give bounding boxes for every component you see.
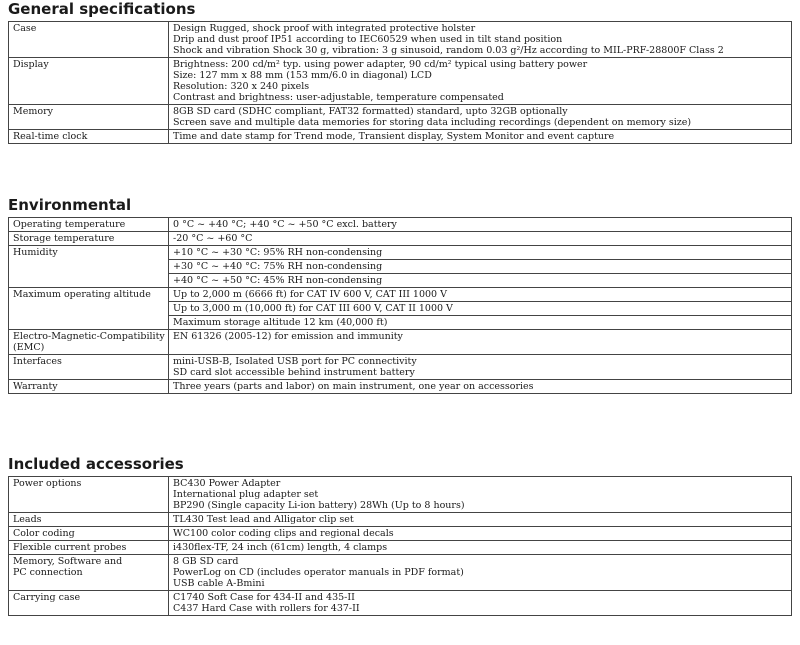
environmental-heading: Environmental [8,196,132,214]
row-value: +40 °C ~ +50 °C: 45% RH non-condensing [169,274,792,288]
row-value: Maximum storage altitude 12 km (40,000 ft) [169,316,792,330]
value-line: BC430 Power Adapter [173,478,281,489]
table-row [9,477,792,513]
row-value: -20 °C ~ +60 °C [169,232,792,246]
value-line: USB cable A-Bmini [173,578,265,589]
label-line: PC connection [13,567,83,578]
row-value: Three years (parts and labor) on main instrument, one year on accessories [169,380,792,394]
row-value: +10 °C ~ +30 °C: 95% RH non-condensing [169,246,792,260]
table-row [9,246,792,260]
value-line: Resolution: 320 x 240 pixels [173,81,310,92]
row-label: Maximum operating altitude [9,288,169,330]
value-line: SD card slot accessible behind instrument battery [173,367,415,378]
value-line: C437 Hard Case with rollers for 437-II [173,603,360,614]
general-specifications-heading: General specifications [8,0,196,18]
row-value [169,105,792,130]
label-line: Electro-Magnetic-Compatibility [13,331,165,342]
value-line: 8GB SD card (SDHC compliant, FAT32 formatted) standard, upto 32GB optionally [173,106,568,117]
value-line: Contrast and brightness: user-adjustable, temperature compensated [173,92,504,103]
row-value: WC100 color coding clips and regional decals [169,527,792,541]
table-row [9,541,792,555]
row-value [169,58,792,105]
table-row [9,58,792,105]
row-value: TL430 Test lead and Alligator clip set [169,513,792,527]
row-label: Display [9,58,169,105]
row-label: Operating temperature [9,218,169,232]
included-accessories-section [8,455,792,616]
row-value: Up to 2,000 m (6666 ft) for CAT IV 600 V, CAT III 1000 V [169,288,792,302]
row-label: Memory [9,105,169,130]
table-row [9,105,792,130]
table-row [9,355,792,380]
table-row [9,330,792,355]
value-line: Size: 127 mm x 88 mm (153 mm/6.0 in diagonal) LCD [173,70,432,81]
row-label: Flexible current probes [9,541,169,555]
row-value [169,355,792,380]
table-row [9,513,792,527]
value-line: Time and date stamp for Trend mode, Transient display, System Monitor and event capture [173,131,615,142]
value-line: BP290 (Single capacity Li-ion battery) 28Wh (Up to 8 hours) [173,500,465,511]
table-row [9,288,792,302]
environmental-section [8,196,792,394]
value-line: International plug adapter set [173,489,319,500]
row-value [169,591,792,616]
row-value: Up to 3,000 m (10,000 ft) for CAT III 600 V, CAT II 1000 V [169,302,792,316]
row-label: Power options [9,477,169,513]
table-row [9,380,792,394]
value-line: mini-USB-B, Isolated USB port for PC connectivity [173,356,417,367]
row-label: Color coding [9,527,169,541]
table-row [9,130,792,144]
value-line: Design Rugged, shock proof with integrated protective holster [173,23,476,34]
general-specifications-section [8,0,792,144]
row-value [169,22,792,58]
row-label: Carrying case [9,591,169,616]
row-value: i430flex-TF, 24 inch (61cm) length, 4 clamps [169,541,792,555]
row-label [9,555,169,591]
value-line: Shock and vibration Shock 30 g, vibration: 3 g sinusoid, random 0.03 g²/Hz according to MIL-PRF-28800F Class 2 [173,45,724,56]
table-row [9,591,792,616]
label-line: Memory, Software and [13,556,123,567]
value-line: Drip and dust proof IP51 according to IEC60529 when used in tilt stand position [173,34,563,45]
row-label: Storage temperature [9,232,169,246]
row-value [169,477,792,513]
row-label: Warranty [9,380,169,394]
value-line: 8 GB SD card [173,556,239,567]
row-value [169,555,792,591]
label-line: (EMC) [13,342,45,353]
row-label: Case [9,22,169,58]
row-value: +30 °C ~ +40 °C: 75% RH non-condensing [169,260,792,274]
included-accessories-table [8,476,792,616]
general-specifications-table [8,21,792,144]
environmental-table [8,217,792,394]
table-row [9,232,792,246]
value-line: Brightness: 200 cd/m² typ. using power adapter, 90 cd/m² typical using battery power [173,59,588,70]
row-value [169,130,792,144]
included-accessories-heading: Included accessories [8,455,184,473]
value-line: PowerLog on CD (includes operator manuals in PDF format) [173,567,464,578]
table-row [9,218,792,232]
row-label [9,330,169,355]
row-label: Real-time clock [9,130,169,144]
row-label: Interfaces [9,355,169,380]
table-row [9,527,792,541]
row-label: Leads [9,513,169,527]
value-line: Screen save and multiple data memories for storing data including recordings (dependent on memory size) [173,117,692,128]
table-row [9,555,792,591]
table-row [9,22,792,58]
row-value: 0 °C ~ +40 °C; +40 °C ~ +50 °C excl. battery [169,218,792,232]
value-line: C1740 Soft Case for 434-II and 435-II [173,592,355,603]
row-value: EN 61326 (2005-12) for emission and immunity [169,330,792,355]
row-label: Humidity [9,246,169,288]
